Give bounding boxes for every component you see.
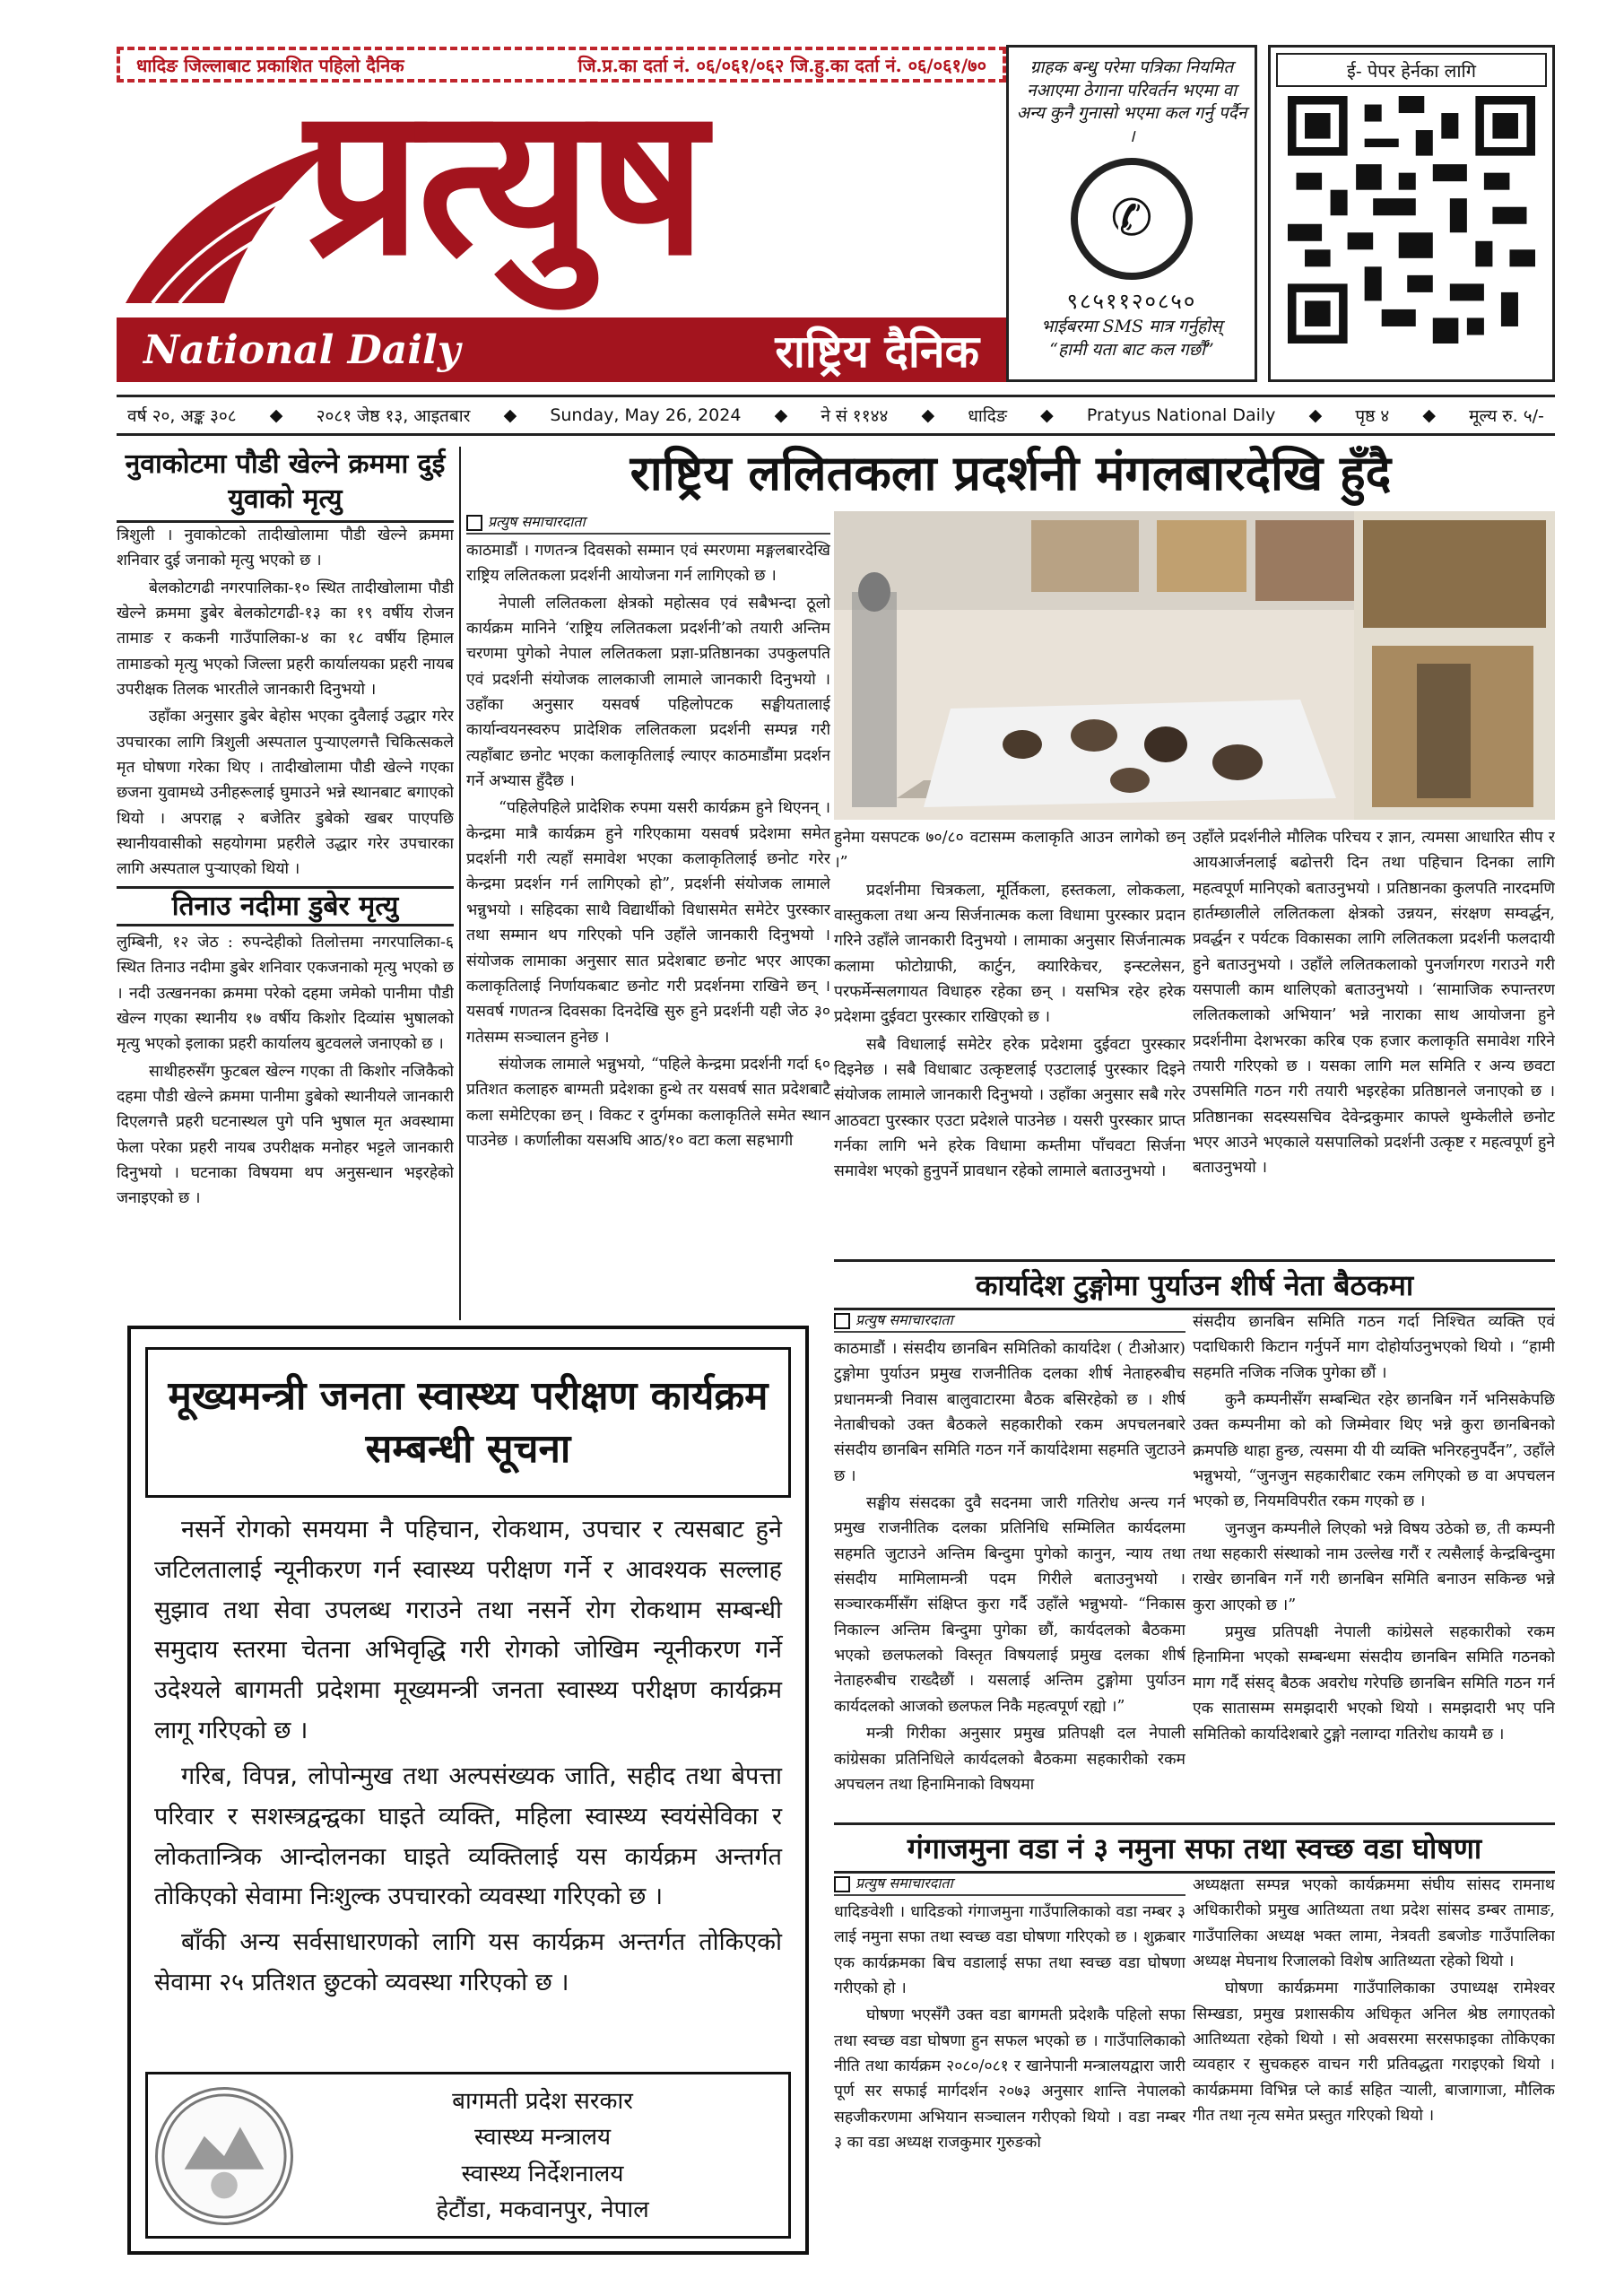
- epaper-label: ई- पेपर हेर्नका लागि: [1276, 53, 1547, 87]
- epaper-box: [1268, 45, 1555, 382]
- paragraph: बाँकी अन्य सर्वसाधारणको लागि यस कार्यक्रम अन्तर्गत तोकिएको सेवामा २५ प्रतिशत छुटको व्यवस्था गरिएको छ ।: [154, 1928, 782, 1996]
- paragraph: त्रिशुली । नुवाकोटको तादीखोलामा पौडी खेल्ने क्रममा शनिवार दुई जनाको मृत्यु भएको छ ।: [117, 526, 454, 570]
- issue-number: वर्ष २०, अङ्क ३०८: [127, 406, 237, 426]
- gov-line3: स्वास्थ्य निर्देशनालय: [461, 2160, 624, 2187]
- byline-box-icon: [466, 515, 482, 531]
- story3-col1: [834, 1873, 1185, 2267]
- paragraph: उहाँले प्रदर्शनीले मौलिक परिचय र ज्ञान, त्यमसा आधारित सीप र आयआर्जनलाई बढोत्तरी दिन तथा पहिचान दिनका लागि महत्वपूर्ण मानिएको बताउनुभयो । प्रतिष्ठानका कुलपति नारदमणि हार्तम्छालीले ललितकला क्षेत्रको उन्नयन, संरक्षण सम्वर्द्धन, प्रवर्द्धन र पर्यटक विकासका लागि ललितकला प्रदर्शनी फलदायी हुने बताउनुभयो । उहाँले ललितकलाको पुनर्जागरण गराउने गरी यसपाली काम थालिएको बताउनुभयो । ‘सामाजिक रुपान्तरण ललितकलाको अभियान’ भन्ने नाराका साथ आयोजना हुने प्रदर्शनीमा देशभरका करिब एक हजार कलाकृति समावेश गरिने तयारी गरिएको छ । यसका लागि मल समिति र अन्य छवटा उपसमिति गठन गरी तयारी भइरहेका प्रतिष्ठानले जनाएको छ । प्रतिष्ठानका सदस्यसचिव देवेन्द्रकुमार काफ्ले थुम्केलीले छनोट भएर आउने भएकाले यसपालिको प्रदर्शनी उत्कृष्ट र महत्वपूर्ण हुने बताउनुभयो ।: [1193, 829, 1555, 1178]
- story2-col2: [1193, 1309, 1555, 1817]
- headline-nuwakot: नुवाकोटमा पौडी खेल्ने क्रममा दुई युवाको मृत्यु: [117, 447, 454, 523]
- byline-box-icon: [834, 1313, 850, 1329]
- paragraph: धादिङवेशी । धादिङको गंगाजमुना गाउँपालिकाको वडा नम्बर ३ लाई नमुना सफा तथा स्वच्छ वडा घोषणा गरिएको छ । शुक्रबार एक कार्यक्रमका बिच वडालाई सफा तथा स्वच्छ वडा घोषणा गरीएको हो ।: [834, 1903, 1185, 1998]
- english-name: National Daily: [143, 326, 461, 373]
- paragraph: “पहिलेपहिले प्रादेशिक रुपमा यसरी कार्यक्रम हुने थिएनन् । केन्द्रमा मात्रै कार्यक्रम हुने गरिएकामा यसवर्ष प्रदेशमा समेत प्रदर्शनी गरी त्यहाँ समावेश भएका कलाकृतिलाई छनोट गरेर केन्द्रमा प्रदर्शन गर्न लागिएको हो”, प्रदर्शनी संयोजक लामाले भन्नुभयो । सहिदका साथै विद्यार्थीको विधासमेत समेटेर पुरस्कार तथा सम्मान थप गरिएको पनि उहाँले जानकारी दिनुभयो । संयोजक लामाका अनुसार सात प्रदेशबाट छनोट भएर आएका कलाकृतिलाई निर्णायकबाट छनोट गरी प्रदर्शनमा राखिने छन् । यसवर्ष गणतन्त्र दिवसका दिनदेखि सुरु हुने प्रदर्शनी यही जेठ ३० गतेसम्म सञ्चालन हुनेछ ।: [466, 799, 830, 1047]
- paragraph: घोषणा भएसँगै उक्त वडा बागमती प्रदेशकै पहिलो सफा तथा स्वच्छ वडा घोषणा हुन सफल भएको छ । गाउँपालिकाको नीति तथा कार्यक्रम २०८०/०८१ र खानेपानी मन्त्रालयद्वारा जारी पूर्ण सर सफाई मार्गदर्शन २०७३ अनुसार शान्ति नेपालको सहजीकरणमा अभियान सञ्चालन गरीएको थियो । वडा नम्बर ३ का वडा अध्यक्ष राजकुमार गुरुङको: [834, 2006, 1185, 2152]
- paragraph: सङ्घीय संसदका दुवै सदनमा जारी गतिरोध अन्त्य गर्न प्रमुख राजनीतिक दलका प्रतिनिधि सम्मिलित कार्यदलमा सहमति जुटाउने अन्तिम बिन्दुमा पुगेको कानुन, न्याय तथा संसदीय मामिलामन्त्री पदम गिरीले बताउनुभयो । सञ्चारकर्मीसँग संक्षिप्त कुरा गर्दै उहाँले भन्नुभयो- “निकास निकाल्न अन्तिम बिन्दुमा पुगेका छौं, कार्यदलको बैठकमा भएको छलफलको विस्तृत विषयलाई प्रमुख दलका शीर्ष नेताहरुबीच राख्दैछौं । यसलाई अन्तिम टुङ्गोमा पुर्याउन कार्यदलको आजको छलफल निकै महत्वपूर्ण रह्यो ।”: [834, 1494, 1185, 1716]
- place: धादिङ: [968, 406, 1007, 426]
- strip-registration: जि.प्र.का दर्ता नं. ०६/०६१/०६२ जि.हु.का दर्ता नं. ०६/०६१/७०: [578, 54, 986, 76]
- art-exhibition-photo: [834, 511, 1555, 820]
- viber-icon: ✆: [1071, 158, 1193, 280]
- nepal-emblem-icon: [155, 2087, 293, 2225]
- qr-code-icon[interactable]: [1288, 96, 1535, 344]
- paragraph: अध्यक्षता सम्पन्न भएको कार्यक्रममा संघीय सांसद रामनाथ अधिकारीको प्रमुख आतिथ्यता तथा प्रदेश सांसद डम्बर तामाङ, गाउँपालिका अध्यक्ष भक्त लामा, नेत्रवती डबजोङ गाउँपालिका अध्यक्ष मेघनाथ रिजालको विशेष आतिथ्यता रहेको थियो ।: [1193, 1876, 1555, 1971]
- headline-tinau: तिनाउ नदीमा डुबेर मृत्यु: [117, 886, 454, 926]
- paragraph: घोषणा कार्यक्रममा गाउँपालिकाका उपाध्यक्ष रामेश्वर सिम्खडा, प्रमुख प्रशासकीय अधिकृत अनिल श्रेष्ठ लगाएतको आतिथ्यता रहेको थियो । सो अवसरमा सरसफाइका तोकिएका व्यवहार र सुचकहरु वाचन गरी प्रतिवद्धता गराइएको थियो । कार्यक्रममा विभिन्न प्ले कार्ड सहित र्‍याली, बाजागाजा, मौलिक गीत तथा नृत्य समेत प्रस्तुत गरिएको थियो ।: [1193, 1979, 1555, 2126]
- main-story-col1: [466, 511, 830, 1320]
- page-number: पृष्ठ ४: [1355, 406, 1390, 426]
- paragraph: सबै विधालाई समेटेर हरेक प्रदेशमा दुईवटा पुरस्कार दिइनेछ । सबै विधाबाट उत्कृष्टलाई एउटालाई पुरस्कार दिइने संयोजक लामाले जानकारी दिनुभयो । उहाँका अनुसार सबै गरेर आठवटा पुरस्कार एउटा प्रदेशले पाउनेछ । यसरी पुरस्कार प्राप्त गर्नका लागि भने हरेक विधामा कम्तीमा पाँचवटा सिर्जना समावेश भएको हुनुपर्ने प्रावधान रहेको लामाले बताउनुभयो ।: [834, 1035, 1185, 1181]
- paragraph: जुनजुन कम्पनीले लिएको भन्ने विषय उठेको छ, ती कम्पनी तथा सहकारी संस्थाको नाम उल्लेख गरौं र त्यसैलाई केन्द्रबिन्दुमा राखेर छानबिन गर्ने गरी छानबिन समिति बनाउन सकिन्छ भन्ने कुरा आएको छ ।”: [1193, 1519, 1555, 1614]
- date-info-bar: वर्ष २०, अङ्क ३०८ ◆ २०८१ जेष्ठ १३, आइतबार ◆ Sunday, May 26, 2024 ◆ ने सं ११४४ ◆ धादिङ ◆ Pratyus National Daily ◆ पृष्ठ ४ ◆ मूल्य रु. ५/-: [117, 395, 1555, 436]
- story-tinau: [117, 930, 454, 1212]
- headline-karyadesh: कार्यादेश टुङ्गोमा पुर्याउन शीर्ष नेता बैठकमा: [834, 1259, 1555, 1310]
- main-story-col3: [1193, 825, 1555, 1252]
- paragraph: संयोजक लामाले भन्नुभयो, “पहिले केन्द्रमा प्रदर्शनी गर्दा ६० प्रतिशत कलाहरु बाग्मती प्रदेशका हुन्थे तर यसवर्ष सात प्रदेशबाटै कला समेटिएका छन् । विकट र दुर्गमका कलाकृतिले समेत स्थान पाउनेछ । कर्णालीका यसअघि आठ/१० वटा कला सहभागी: [466, 1055, 830, 1150]
- paragraph: साथीहरुसँग फुटबल खेल्न गएका ती किशोर नजिकैको दहमा पौडी खेल्ने क्रममा पानीमा डुबेको स्थानीयले जानकारी दिएलगत्तै प्रहरी घटनास्थल पुगे पनि भुषाल मृत अवस्थामा फेला परेका प्रहरी नायब उपरीक्षक मनोहर भट्टले जानकारी दिनुभयो । घटनाका विषयमा थप अनुसन्धान भइरहेको जनाइएको छ ।: [117, 1062, 454, 1208]
- story3-col2: [1193, 1873, 1555, 2267]
- paragraph: लुम्बिनी, १२ जेठ : रुपन्देहीको तिलोत्तमा नगरपालिका-६ स्थित तिनाउ नदीमा डुबेर शनिवार एकजनाको मृत्यु भएको छ । नदी उत्खननका क्रममा परेको दहमा जमेको पानीमा पौडी खेल्न गएका स्थानीय १७ वर्षीय किशोर दिव्यांस भुषालको मृत्यु भएको इलाका प्रहरी कार्यालय बुटवलले जनाएको छ ।: [117, 933, 454, 1054]
- paragraph: उहाँका अनुसार डुबेर बेहोस भएका दुवैलाई उद्धार गरेर उपचारका लागि त्रिशुली अस्पताल पुर्‍याएलगत्तै चिकित्सकले मृत घोषणा गरेका थिए । तादीखोलामा पौडी खेल्ने गएका छजना युवामध्ये उनीहरूलाई घुमाउने भन्ने स्थानबाट बगाएको थियो । अपराह्न २ बजेतिर डुबेको खबर पाएपछि स्थानीयवासीको सहयोगमा प्रहरीले उद्धार गरेर उपचारका लागि अस्पताल पुर्‍याएको थियो ।: [117, 708, 454, 879]
- logo-wordmark: प्रत्युष: [305, 62, 703, 300]
- paragraph: मन्त्री गिरीका अनुसार प्रमुख प्रतिपक्षी दल नेपाली कांग्रेसका प्रतिनिधिले कार्यदलको बैठकमा सहकारीको रकम अपचलन तथा हिनामिनाको विषयमा: [834, 1725, 1185, 1794]
- paragraph: नसर्ने रोगको समयमा नै पहिचान, रोकथाम, उपचार र त्यसबाट हुने जटिलतालाई न्यूनीकरण गर्न स्वास्थ्य परीक्षण गर्ने र आवश्यक सल्लाह सुझाव तथा सेवा उपलब्ध गराउने तथा नसर्ने रोग रोकथाम सम्बन्धी समुदाय स्तरमा चेतना अभिवृद्धि गरी रोगको जोखिम न्यूनीकरण गर्ने उदेश्यले बागमती प्रदेशमा मूख्यमन्त्री जनता स्वास्थ्य परीक्षण कार्यक्रम लागू गरिएको छ ।: [154, 1516, 782, 1745]
- paragraph: बेलकोटगढी नगरपालिका-१० स्थित तादीखोलामा पौडी खेल्ने क्रममा डुबेर बेलकोटगढी-१३ का १९ वर्षीय रोजन तामाङ र ककनी गाउँपालिका-४ का १८ वर्षीय हिमाल तामाङको मृत्यु भएको जिल्ला प्रहरी कार्यालयका प्रहरी नायब उपरीक्षक तिलक भारतीले जानकारी दिनुभयो ।: [117, 578, 454, 700]
- nepal-samvat: ने सं ११४४: [821, 406, 889, 426]
- subscriber-text: ग्राहक बन्धु परेमा पत्रिका नियमित नआएमा ठेगाना परिवर्तन भएमा वा अन्य कुनै गुनासो भएमा कल गर्नु पर्दैन ।: [1016, 57, 1247, 146]
- sms-note: भाईबरमा SMS मात्र गर्नुहोस्: [1041, 316, 1222, 336]
- paragraph: प्रदर्शनीमा चित्रकला, मूर्तिकला, हस्तकला, लोककला, वास्तुकला तथा अन्य सिर्जनात्मक कला विधामा पुरस्कार प्रदान गरिने उहाँले जानकारी दिनुभयो । लामाका अनुसार सिर्जनात्मक कलामा फोटोग्राफी, कार्टुन, क्यारिकेचर, इन्स्टलेसन, परफर्मेन्सलगायत विधाहरु रहेका छन् । यसभित्र रहेर हरेक प्रदेशमा दुईवटा पुरस्कार राखिएको छ ।: [834, 881, 1185, 1027]
- nepali-name: राष्ट्रिय दैनिक: [775, 326, 979, 378]
- byline: प्रत्युष समाचारदाता: [834, 1873, 1185, 1896]
- gov-line4: हेटौंडा, मकवानपुर, नेपाल: [436, 2196, 649, 2223]
- paragraph: काठमाडौं । संसदीय छानबिन समितिको कार्यादेश ( टीओआर) टुङ्गोमा पुर्याउन प्रमुख राजनीतिक दलका शीर्ष नेताहरुबीच प्रधानमन्त्री निवास बालुवाटारमा बैठक बसिरहेको छ । शीर्ष नेताबीचको उक्त बैठकले सहकारीको रकम अपचलनबारे संसदीय छानबिन समिति गठन गर्ने कार्यादेशमा सहमति जुटाउने छ ।: [834, 1340, 1185, 1485]
- story-nuwakot: [117, 523, 454, 883]
- story2-col1: [834, 1309, 1185, 1817]
- paragraph: नेपाली ललितकला क्षेत्रको महोत्सव एवं सबैभन्दा ठूलो कार्यक्रम मानिने ‘राष्ट्रिय ललितकला प्रदर्शनी’को तयारी अन्तिम चरणमा पुगेको नेपाल ललितकला प्रज्ञा-प्रतिष्ठानका उपकुलपति एवं प्रदर्शनी संयोजक लालकाजी लामाले जानकारी दिनुभयो । उहाँका अनुसार यसवर्ष पहिलोपटक सङ्घीयतालाई कार्यान्वयनस्वरुप प्रादेशिक ललितकला प्रदर्शनी सम्पन्न गरी त्यहाँबाट छनोट भएका कलाकृतिलाई ल्याएर काठमाडौंमा प्रदर्शन गर्ने अभ्यास हुँदैछ ।: [466, 594, 830, 791]
- paragraph: कुनै कम्पनीसँग सम्बन्धित रहेर छानबिन गर्ने भनिसकेपछि उक्त कम्पनीमा को को जिम्मेवार थिए भन्ने कुरा छानबिनको क्रमपछि थाहा हुन्छ, त्यसमा यी यी व्यक्ति भनिरहनुपर्दैन”, उहाँले भन्नुभयो, “जुनजुन सहकारीबाट रकम लगिएको छ वा अपचलन भएको छ, नियमविपरीत रकम गएको छ ।: [1193, 1391, 1555, 1511]
- paragraph: काठमाडौं । गणतन्त्र दिवसको सम्मान एवं स्मरणमा मङ्गलबारदेखि राष्ट्रिय ललितकला प्रदर्शनी आयोजना गर्न लागिएको छ ।: [466, 542, 830, 586]
- date-nepali: २०८१ जेष्ठ १३, आइतबार: [316, 406, 471, 426]
- notice-title: मूख्यमन्त्री जनता स्वास्थ्य परीक्षण कार्यक्रम सम्बन्धी सूचना: [145, 1347, 791, 1498]
- notice-body: [154, 1510, 782, 2004]
- gov-line2: स्वास्थ्य मन्त्रालय: [473, 2124, 612, 2152]
- price: मूल्य रु. ५/-: [1469, 406, 1544, 426]
- byline-box-icon: [834, 1876, 850, 1892]
- byline: प्रत्युष समाचारदाता: [834, 1309, 1185, 1333]
- government-block: [145, 2072, 791, 2239]
- strip-tagline: धादिङ जिल्लाबाट प्रकाशित पहिलो दैनिक: [136, 54, 404, 76]
- headline-gangajamuna: गंगाजमुना वडा नं ३ नमुना सफा तथा स्वच्छ वडा घोषणा: [834, 1822, 1555, 1874]
- byline: प्रत्युष समाचारदाता: [466, 511, 830, 535]
- paragraph: प्रमुख प्रतिपक्षी नेपाली कांग्रेसले सहकारीको रकम हिनामिना भएको सम्बन्धमा संसदीय छानबिन समिति गठनको माग गर्दै संसद् बैठक अवरोध गरेपछि छानबिन समिति गठन गर्न एक सातासम्म समझदारी भएको थियो । समझदारी भए पनि समितिको कार्यादेशबारे टुङ्गो नलाग्दा गतिरोध कायमै छ ।: [1193, 1623, 1555, 1744]
- subscriber-box: [1006, 45, 1257, 382]
- paragraph: गरिब, विपन्न, लोपोन्मुख तथा अल्पसंख्यक जाति, सहीद तथा बेपत्ता परिवार र सशस्त्रद्वन्द्वका घाइते व्यक्ति, महिला स्वास्थ्य स्वयंसेविका र लोकतान्त्रिक आन्दोलनका घाइते व्यक्तिलाई यस कार्यक्रम अन्तर्गत तोकिएको सेवामा निःशुल्क उपचारको व्यवस्था गरिएको छ ।: [154, 1761, 782, 1911]
- left-column: [117, 447, 454, 1320]
- main-headline: राष्ट्रिय ललितकला प्रदर्शनी मंगलबारदेखि हुँदै: [630, 445, 1392, 501]
- main-story-col2: [834, 825, 1185, 1252]
- gov-line1: बागमती प्रदेश सरकार: [452, 2088, 633, 2115]
- paper-name: Pratyus National Daily: [1086, 405, 1276, 425]
- column-divider: [459, 447, 461, 1320]
- phone-number: ९८५११२०८५०: [1066, 288, 1197, 314]
- health-notice-ad: [127, 1326, 809, 2255]
- nameplate-band: [117, 317, 1006, 382]
- date-english: Sunday, May 26, 2024: [550, 405, 742, 425]
- paragraph: संसदीय छानबिन समिति गठन गर्दा निश्चित व्यक्ति एवं पदाधिकारी किटान गर्नुपर्ने माग दोहोर्याउनुभएको थियो । “हामी सहमति नजिक नजिक पुगेका छौं ।: [1193, 1313, 1555, 1382]
- paragraph: हुनेमा यसपटक ७०/८० वटासम्म कलाकृति आउन लागेको छन् ।”: [834, 829, 1185, 873]
- call-note: “हामी यता बाट कल गर्छौं”: [1049, 339, 1214, 360]
